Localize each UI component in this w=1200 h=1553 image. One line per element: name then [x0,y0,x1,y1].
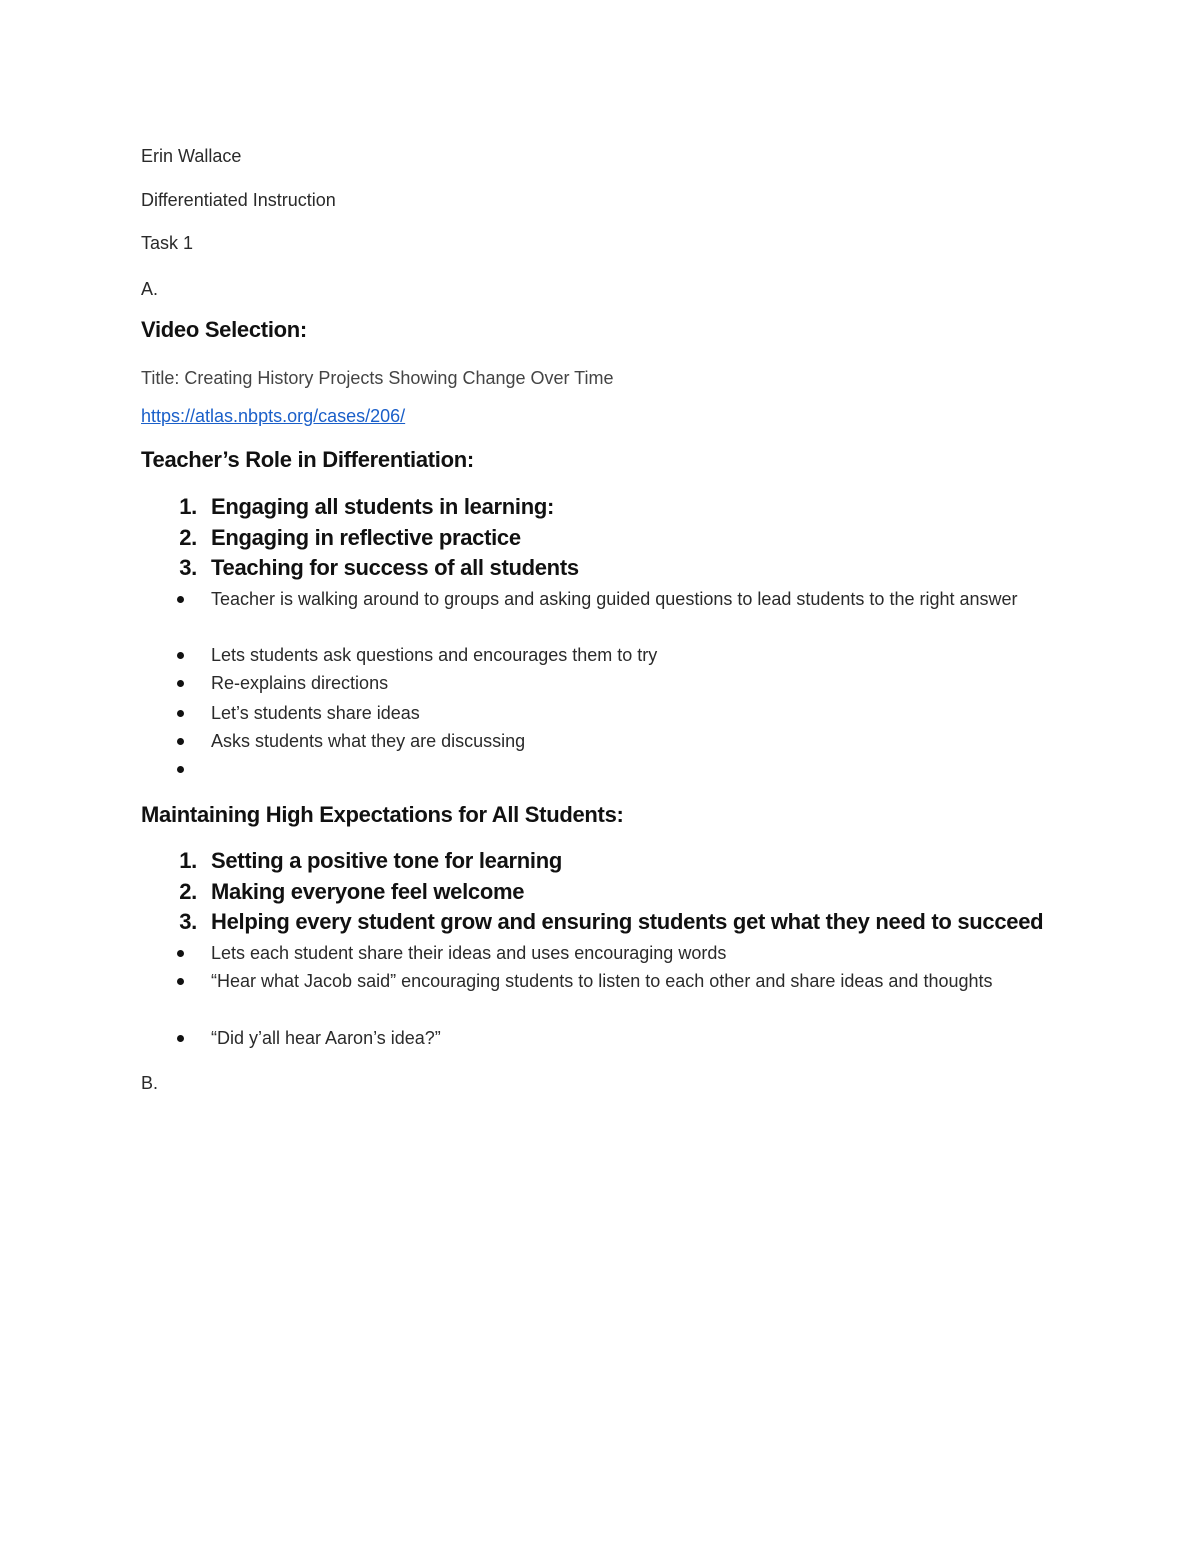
teacher-role-bullet [141,669,1061,697]
high-expectations-numbered-item [141,908,1044,936]
list-text: Engaging in reflective practice [211,525,521,550]
list-number: 3. [179,909,197,934]
bullet-text: Lets students ask questions and encourages them to try [211,645,658,665]
list-text: Making everyone feel welcome [211,879,525,904]
teacher-role-heading: Teacher’s Role in Differentiation: [141,447,474,472]
bullet-icon [177,680,184,687]
bullet-text: Let’s students share ideas [211,703,420,723]
high-expectations-numbered-item [141,878,1041,906]
teacher-role-numbered-item [141,493,1041,521]
bullet-icon [177,978,184,985]
bullet-icon [177,1035,184,1042]
bullet-text: “Hear what Jacob said” encouraging students to listen to each other and share ideas and thoughts [211,971,993,991]
list-number: 1. [179,494,197,519]
video-selection-heading: Video Selection: [141,317,307,342]
list-text: Teaching for success of all students [211,555,579,580]
bullet-text: Asks students what they are discussing [211,731,526,751]
bullet-text: Re-explains directions [211,673,389,693]
list-text: Engaging all students in learning: [211,494,555,519]
bullet-icon [177,596,184,603]
list-number: 2. [179,879,197,904]
bullet-text: “Did y’all hear Aaron’s idea?” [211,1028,441,1048]
video-title: Title: Creating History Projects Showing Change Over Time [141,368,614,388]
bullet-icon [177,652,184,659]
bullet-icon [177,738,184,745]
teacher-role-bullet-empty [141,755,1061,783]
high-expectations-bullet [141,939,1061,967]
list-text: Helping every student grow and ensuring students get what they need to succeed [211,909,1044,934]
list-number: 1. [179,848,197,873]
video-link[interactable]: https://atlas.nbpts.org/cases/206/ [141,406,406,426]
author-name: Erin Wallace [141,146,242,166]
teacher-role-bullet [141,585,1061,641]
section-a-label: A. [141,279,159,299]
list-text: Setting a positive tone for learning [211,848,563,873]
bullet-icon [177,710,184,717]
high-expectations-heading: Maintaining High Expectations for All Students: [141,802,624,827]
bullet-text: Lets each student share their ideas and uses encouraging words [211,943,727,963]
section-b-label: B. [141,1073,159,1093]
teacher-role-bullet [141,727,1061,755]
list-number: 3. [179,555,197,580]
teacher-role-numbered-item [141,554,1041,582]
high-expectations-numbered-item [141,847,1041,875]
task-label: Task 1 [141,233,194,253]
list-number: 2. [179,525,197,550]
teacher-role-numbered-item [141,524,1041,552]
bullet-text: Teacher is walking around to groups and asking guided questions to lead students to the right answer [211,589,1018,609]
bullet-icon [177,950,184,957]
teacher-role-bullet [141,641,1061,669]
bullet-icon [177,766,184,773]
high-expectations-bullet [141,1024,1061,1052]
teacher-role-bullet [141,699,1061,727]
course-title: Differentiated Instruction [141,190,336,210]
high-expectations-bullet [141,967,1061,1023]
